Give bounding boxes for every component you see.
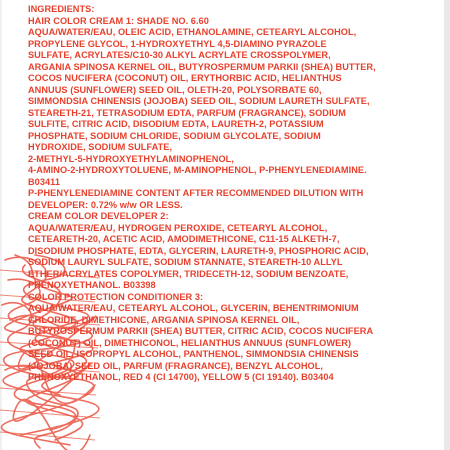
ingredient-line: SULFATE, ACRYLATES/C10-30 ALKYL ACRYLATE CROSSPOLYMER, — [28, 50, 331, 60]
ingredient-line: AQUA/WATER/EAU, HYDROGEN PEROXIDE, CETEARYL ALCOHOL, — [28, 222, 328, 233]
ingredient-line: PROPYLENE GLYCOL, 1-HYDROXYETHYL 4,5-DIAMINO PYRAZOLE — [28, 38, 327, 49]
ingredient-line: PHENOXYETHANOL. B03398 — [28, 280, 156, 290]
ingredient-line: HYDROXIDE, SODIUM SULFATE, — [28, 142, 173, 152]
ingredient-line: AQUA/WATER/EAU, CETEARYL ALCOHOL, GLYCERIN, BEHENTRIMONIUM — [28, 303, 359, 313]
ingredient-line: SIMMONDSIA CHINENSIS (JOJOBA) SEED OIL, SODIUM LAURETH SULFATE, — [28, 96, 370, 106]
ingredient-line: CHLORIDE, DIMETHICONE, ARGANIA SPINOSA KERNEL OIL, — [28, 314, 300, 325]
ppd-content-note: DEVELOPER: 0.72% w/w OR LESS. — [28, 199, 183, 210]
ingredient-line: SODIUM LAURYL SULFATE, SODIUM STANNATE, STEARETH-10 ALLYL — [28, 257, 343, 267]
ingredient-line: PHENOXYETHANOL, RED 4 (CI 14700), YELLOW 5 (CI 19140). B03404 — [28, 372, 334, 382]
ingredient-line: CETEARETH-20, ACETIC ACID, AMODIMETHICONE, C11-15 ALKETH-7, — [28, 234, 340, 244]
ingredient-line: SULFITE, CITRIC ACID, DISODIUM EDTA, LAURETH-2, POTASSIUM — [28, 119, 324, 129]
ingredients-heading: INGREDIENTS: — [28, 4, 95, 14]
ingredient-line: (COCONUT) OIL, DIMETHICONOL, HELIANTHUS ANNUUS (SUNFLOWER) — [28, 337, 352, 348]
ingredient-line: AQUA/WATER/EAU, OLEIC ACID, ETHANOLAMINE, CETEARYL ALCOHOL, — [28, 27, 357, 37]
ingredients-list — [28, 4, 440, 384]
ingredient-line: STEARETH-21, TETRASODIUM EDTA, PARFUM (FRAGRANCE), SODIUM — [28, 107, 346, 118]
ingredient-line: BUTYROSPERMUM PARKII (SHEA) BUTTER, CITRIC ACID, COCOS NUCIFERA — [28, 326, 374, 336]
batch-code: B03411 — [28, 176, 60, 187]
ingredient-line: PHOSPHATE, SODIUM CHLORIDE, SODIUM GLYCOLATE, SODIUM — [28, 130, 321, 141]
ingredient-line: ANNUUS (SUNFLOWER) SEED OIL, OLETH-20, POLYSORBATE 60, — [28, 84, 322, 95]
ingredient-line: ARGANIA SPINOSA KERNEL OIL, BUTYROSPERMUM PARKII (SHEA) BUTTER, — [28, 61, 376, 72]
ingredient-line: 2-METHYL-5-HYDROXYETHYLAMINOPHENOL, — [28, 153, 234, 164]
ingredient-line: SEED OIL, ISOPROPYL ALCOHOL, PANTHENOL, SIMMONDSIA CHINENSIS — [28, 349, 359, 359]
panel-right-edge — [444, 0, 450, 450]
ppd-content-note: P-PHENYLENEDIAMINE CONTENT AFTER RECOMMENDED DILUTION WITH — [28, 188, 364, 198]
ingredient-line: DISODIUM PHOSPHATE, EDTA, GLYCERIN, LAURETH-9, PHOSPHORIC ACID, — [28, 245, 369, 256]
ingredient-line: (JOJOBA) SEED OIL, PARFUM (FRAGRANCE), BENZYL ALCOHOL, — [28, 360, 323, 371]
section-heading-hair-color-cream: HAIR COLOR CREAM 1: SHADE NO. 6.60 — [28, 15, 209, 26]
section-heading-conditioner: COLOR PROTECTION CONDITIONER 3: — [28, 291, 204, 302]
ingredient-line: COCOS NUCIFERA (COCONUT) OIL, ERYTHORBIC ACID, HELIANTHUS — [28, 73, 342, 83]
section-heading-developer: CREAM COLOR DEVELOPER 2: — [28, 211, 169, 221]
ingredient-line: 4-AMINO-2-HYDROXYTOLUENE, M-AMINOPHENOL, P-PHENYLENEDIAMINE. — [28, 165, 367, 175]
ingredient-line: ETHER/ACRYLATES COPOLYMER, TRIDECETH-12, SODIUM BENZOATE, — [28, 268, 349, 279]
